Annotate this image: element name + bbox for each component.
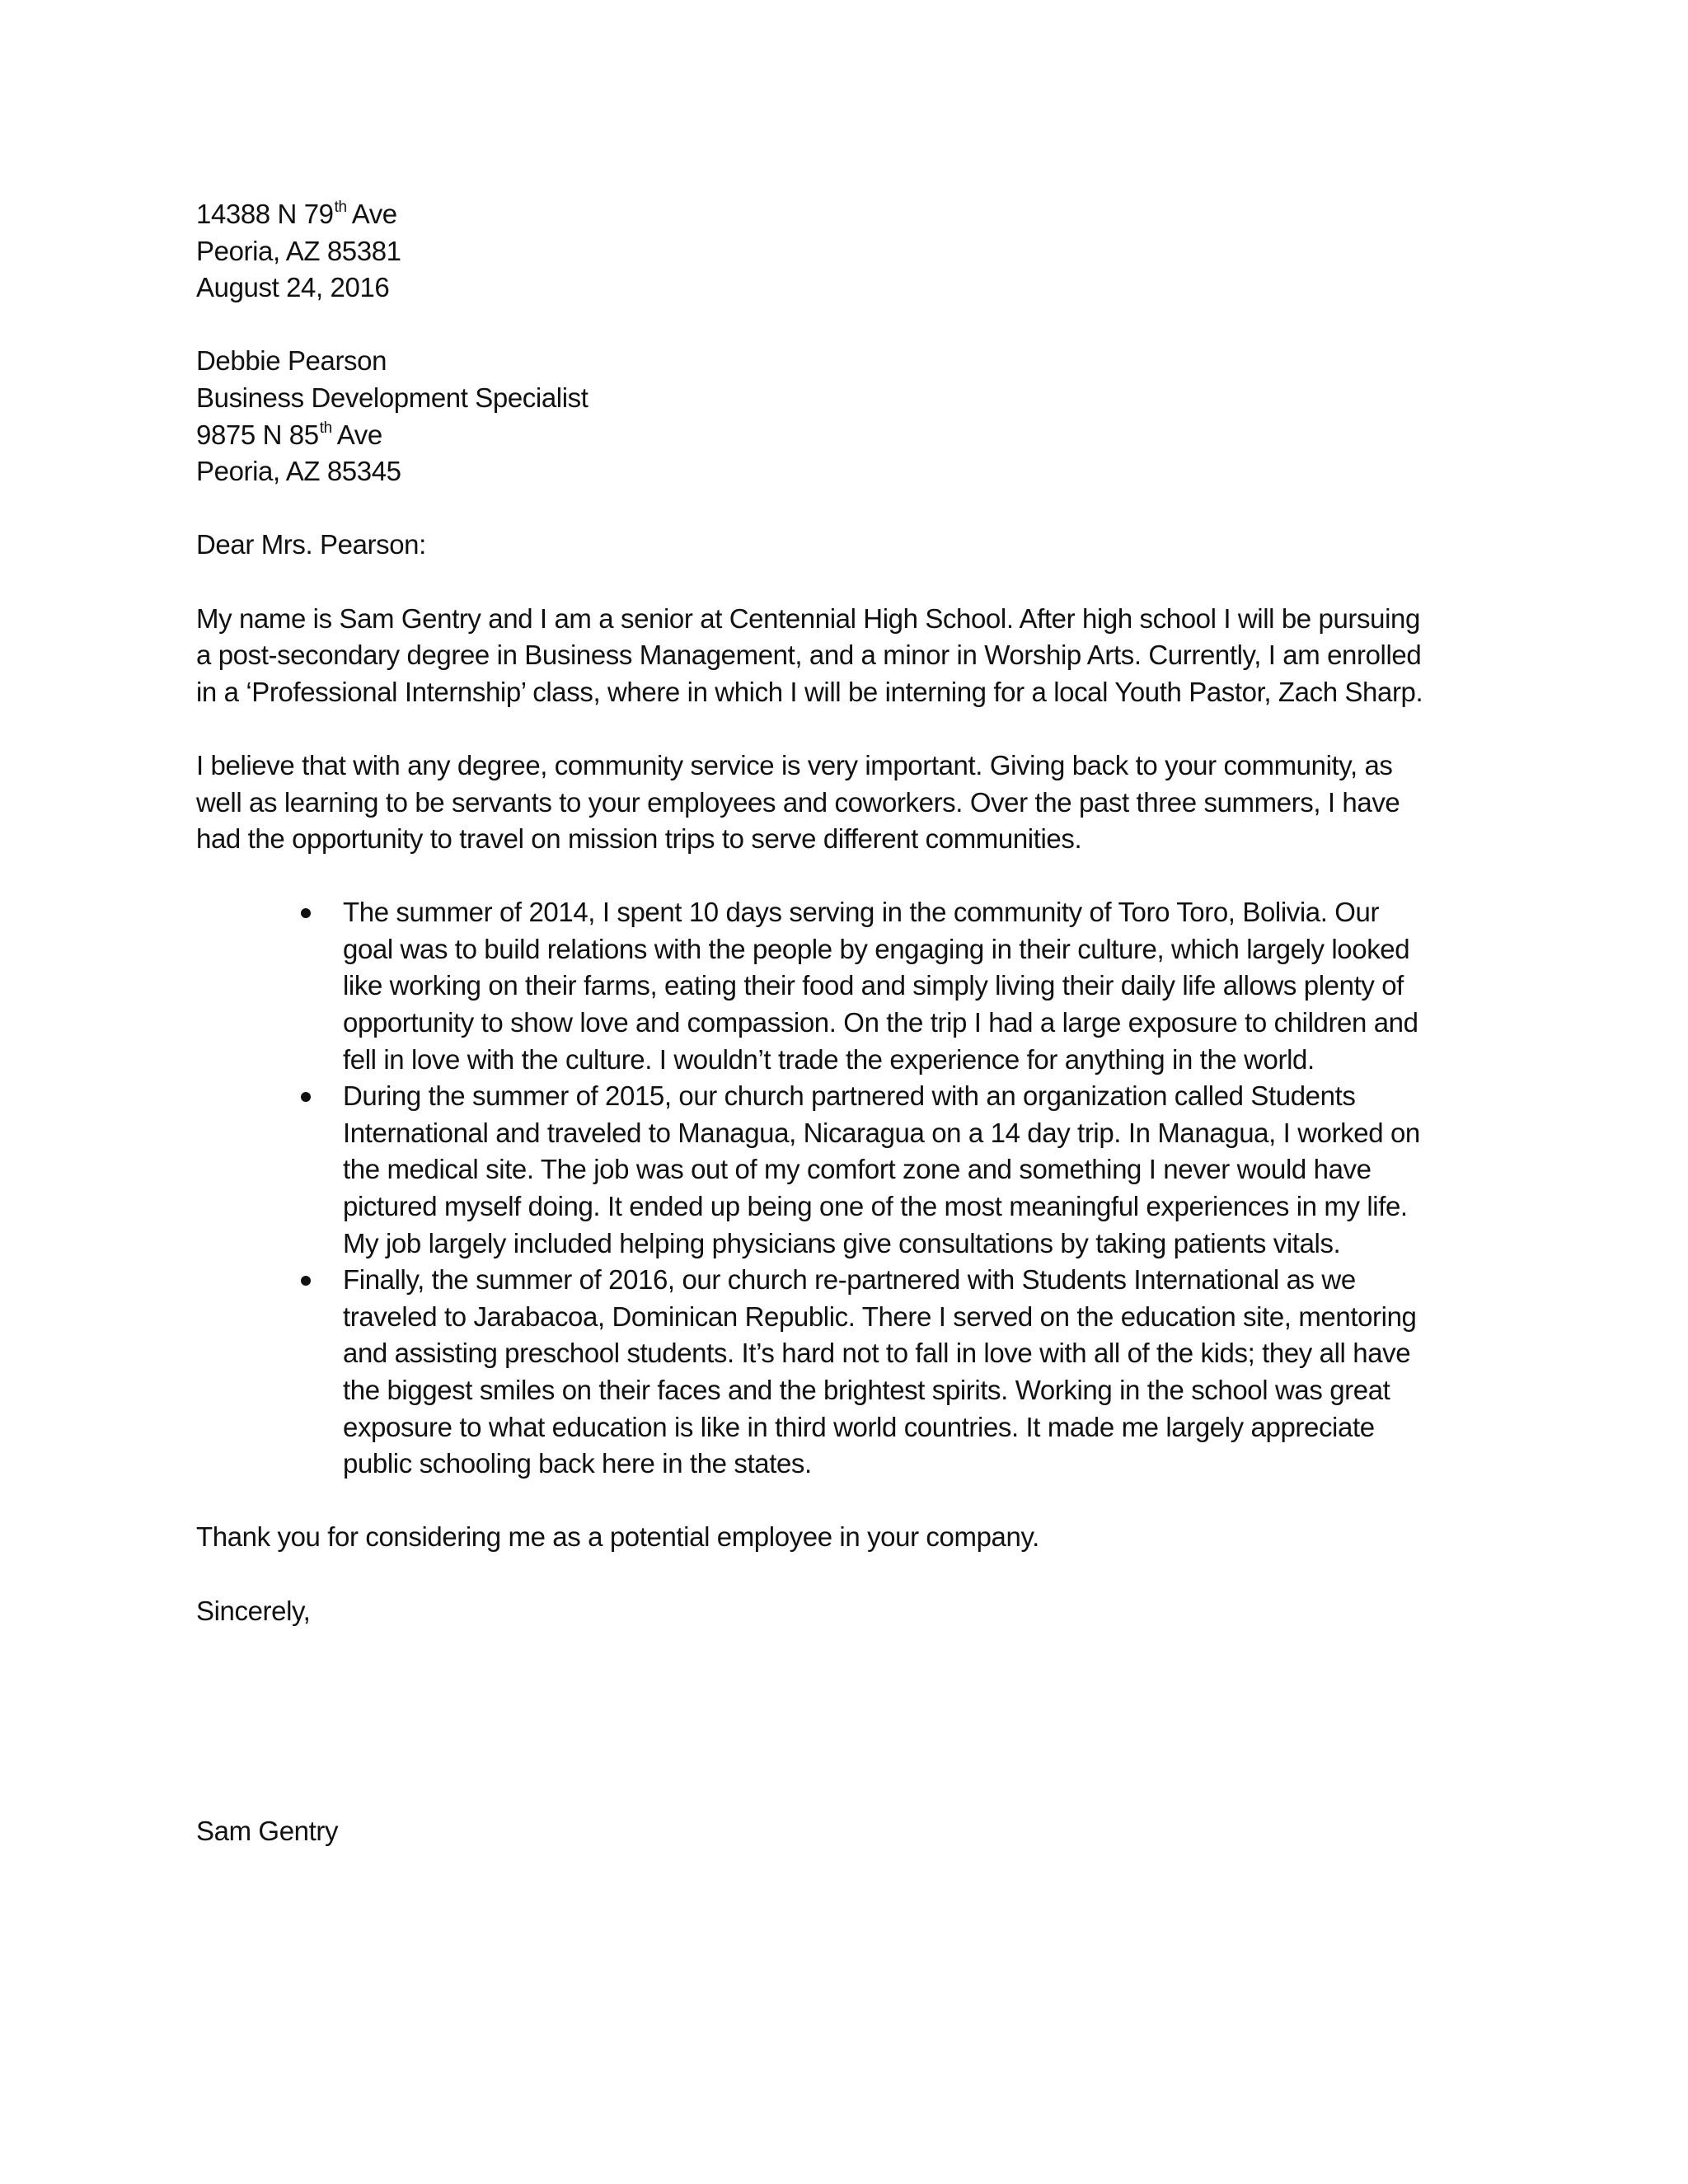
recipient-city: Peoria, AZ 85345 — [196, 456, 401, 487]
list-item — [343, 894, 1494, 1078]
list-item-line: opportunity to show love and compassion. On the trip I had a large exposure to children and — [343, 1007, 1418, 1038]
list-item-line: fell in love with the culture. I wouldn’t trade the experience for anything in the world. — [343, 1043, 1315, 1075]
list-item — [343, 1262, 1494, 1483]
list-item-line: traveled to Jarabacoa, Dominican Republic. There I served on the education site, mentoring — [343, 1301, 1417, 1332]
bullet-icon — [301, 1092, 311, 1102]
paragraph-line: I believe that with any degree, community service is very important. Giving back to your community, as — [196, 749, 1393, 780]
paragraph-line: a post-secondary degree in Business Management, and a minor in Worship Arts. Currently, I am enrolled — [196, 640, 1422, 671]
list-item-line: Finally, the summer of 2016, our church re-partnered with Students International as we — [343, 1264, 1356, 1296]
sender-city: Peoria, AZ 85381 — [196, 235, 401, 266]
sender-address — [196, 196, 1494, 307]
list-item-line: My job largely included helping physicians give consultations by taking patients vitals. — [343, 1227, 1341, 1258]
paragraph-line: My name is Sam Gentry and I am a senior at Centennial High School. After high school I will be pursuing — [196, 602, 1420, 634]
sender-street: 14388 N 79th Ave — [196, 199, 397, 229]
list-item-line: the biggest smiles on their faces and the brightest spirits. Working in the school was great — [343, 1375, 1390, 1405]
letter-date: August 24, 2016 — [196, 272, 390, 303]
paragraph-line: in a ‘Professional Internship’ class, where in which I will be interning for a local Youth Pastor, Zach Sharp. — [196, 676, 1423, 707]
list-item-line: pictured myself doing. It ended up being one of the most meaningful experiences in my life. — [343, 1191, 1408, 1222]
list-item-line: goal was to build relations with the people by engaging in their culture, which largely looked — [343, 933, 1410, 964]
paragraph-line: well as learning to be servants to your employees and coworkers. Over the past three summers, I have — [196, 786, 1400, 818]
list-item-line: like working on their farms, eating their food and simply living their daily life allows plenty of — [343, 970, 1404, 1001]
bullet-icon — [301, 908, 311, 918]
list-item — [343, 1078, 1494, 1262]
salutation: Dear Mrs. Pearson: — [196, 529, 426, 560]
list-item-line: and assisting preschool students. It’s hard not to fall in love with all of the kids; they all have — [343, 1338, 1411, 1369]
intro-paragraph — [196, 601, 1494, 711]
recipient-title: Business Development Specialist — [196, 382, 588, 413]
list-item-line: public schooling back here in the states. — [343, 1448, 812, 1479]
list-item-line: International and traveled to Managua, Nicaragua on a 14 day trip. In Managua, I worked on — [343, 1117, 1420, 1148]
list-item-line: During the summer of 2015, our church partnered with an organization called Students — [343, 1080, 1356, 1112]
signature-name: Sam Gentry — [196, 1816, 339, 1847]
recipient-address — [196, 343, 1494, 490]
service-paragraph — [196, 748, 1494, 858]
sign-off: Sincerely, — [196, 1595, 311, 1626]
bullet-icon — [301, 1276, 311, 1286]
cover-letter — [196, 196, 1494, 1850]
recipient-street: 9875 N 85th Ave — [196, 419, 382, 450]
mission-trip-list — [343, 894, 1494, 1483]
list-item-line: exposure to what education is like in third world countries. It made me largely appreciate — [343, 1411, 1375, 1442]
closing-line: Thank you for considering me as a potential employee in your company. — [196, 1521, 1039, 1553]
recipient-name: Debbie Pearson — [196, 345, 387, 377]
list-item-line: The summer of 2014, I spent 10 days serving in the community of Toro Toro, Bolivia. Our — [343, 897, 1380, 928]
paragraph-line: had the opportunity to travel on mission trips to serve different communities. — [196, 823, 1082, 855]
list-item-line: the medical site. The job was out of my comfort zone and something I never would have — [343, 1154, 1372, 1185]
